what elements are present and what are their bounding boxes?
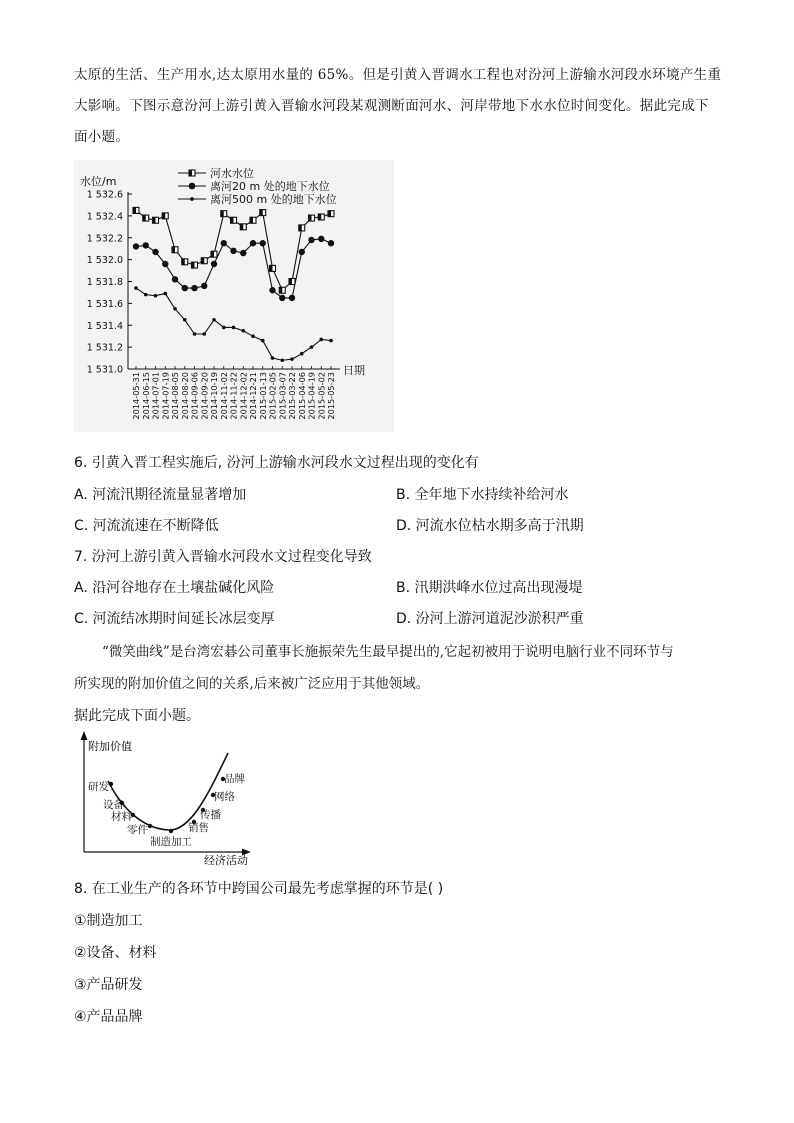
x-tick-label: 2015-03-07 — [277, 372, 288, 420]
groundwater-500m-point — [212, 318, 216, 322]
y-tick-label: 1 531.8 — [86, 277, 123, 288]
smile-point-label: 设备 — [103, 799, 124, 811]
intro-paragraph — [74, 60, 724, 153]
groundwater-500m-point — [319, 338, 323, 342]
x-tick-label: 2014-09-20 — [199, 372, 210, 420]
groundwater-500m-point — [183, 318, 187, 322]
groundwater-20m-point — [240, 250, 246, 256]
river-level-point-fill — [270, 265, 273, 271]
x-tick-label: 2014-10-19 — [209, 372, 219, 420]
q8-choice-1[interactable]: ①制造加工 — [74, 913, 143, 929]
groundwater-20m-point — [299, 249, 305, 255]
q6-option-b[interactable]: B. 全年地下水持续补给河水 — [396, 487, 569, 503]
q7-option-b[interactable]: B. 汛期洪峰水位过高出现漫堤 — [396, 580, 583, 596]
question-7-stem: 7. 汾河上游引黄入晋输水河段水文过程变化导致 — [74, 549, 372, 565]
river-level-point-fill — [309, 215, 312, 221]
y-tick-label: 1 532.6 — [86, 189, 123, 201]
x-tick-label: 2014-11-22 — [228, 372, 239, 420]
smile-point-label: 品牌 — [224, 773, 245, 785]
groundwater-20m-point — [182, 285, 188, 291]
y-tick-label: 1 532.4 — [86, 211, 123, 223]
legend-square-fill — [189, 170, 192, 176]
legend-label: 河水水位 — [210, 167, 254, 180]
groundwater-20m-point — [201, 283, 207, 289]
groundwater-500m-point — [310, 345, 314, 349]
intro-line-3: 面小题。 — [74, 129, 130, 145]
groundwater-20m-point — [221, 240, 227, 246]
groundwater-20m-point — [269, 287, 275, 293]
groundwater-500m-point — [134, 286, 138, 290]
x-tick-label: 2014-05-31 — [131, 372, 141, 420]
smile-point — [148, 824, 152, 828]
groundwater-20m-point — [152, 249, 158, 255]
groundwater-500m-point — [280, 358, 284, 362]
legend-label: 离河500 m 处的地下水位 — [210, 193, 337, 206]
y-axis-title: 水位/m — [80, 175, 117, 188]
y-tick-label: 1 532.0 — [86, 255, 123, 267]
y-axis-arrow-icon — [81, 731, 88, 740]
x-tick-label: 2014-06-15 — [140, 372, 151, 420]
q8-choice-4[interactable]: ④产品品牌 — [74, 1009, 143, 1025]
y-tick-label: 1 531.6 — [86, 298, 123, 310]
river-level-point-fill — [328, 211, 331, 217]
river-level-point-fill — [153, 217, 156, 223]
water-level-chart — [74, 160, 394, 432]
x-tick-label: 2015-03-22 — [287, 372, 297, 420]
q6-option-a[interactable]: A. 河流汛期径流量显著增加 — [74, 487, 247, 503]
groundwater-500m-point — [144, 293, 148, 297]
groundwater-20m-point — [289, 295, 295, 301]
question-8-stem: 8. 在工业生产的各环节中跨国公司最先考虑掌握的环节是( ) — [74, 881, 444, 897]
groundwater-20m-point — [172, 276, 178, 282]
q8-choice-3[interactable]: ③产品研发 — [74, 977, 143, 993]
x-tick-label: 2014-07-19 — [160, 372, 171, 420]
x-tick-label: 2015-04-06 — [296, 372, 307, 420]
x-tick-label: 2015-01-13 — [257, 372, 268, 420]
river-level-point-fill — [221, 211, 224, 217]
x-tick-label: 2014-09-06 — [189, 372, 200, 420]
river-level-point-fill — [318, 214, 321, 220]
x-tick-label: 2015-04-19 — [306, 372, 317, 420]
q6-option-d[interactable]: D. 河流水位枯水期多高于汛期 — [396, 518, 584, 534]
groundwater-20m-point — [143, 242, 149, 248]
x-tick-label: 2015-02-05 — [267, 372, 278, 420]
x-tick-label: 2014-08-05 — [170, 372, 180, 420]
y-tick-label: 1 531.2 — [86, 342, 123, 354]
groundwater-500m-point — [232, 326, 236, 330]
river-level-point-fill — [201, 258, 204, 264]
smile-point — [109, 782, 113, 786]
q6-option-c[interactable]: C. 河流流速在不断降低 — [74, 518, 219, 534]
groundwater-500m-point — [271, 356, 275, 360]
q8-choice-2[interactable]: ②设备、材料 — [74, 945, 157, 961]
groundwater-500m-point — [329, 339, 333, 343]
x-tick-label: 2014-07-01 — [150, 372, 161, 420]
x-axis-title: 日期 — [343, 364, 365, 377]
smile-intro-line-1: “微笑曲线”是台湾宏碁公司董事长施振荣先生最早提出的,它起初被用于说明电脑行业不同环节与 — [102, 644, 674, 660]
x-tick-label: 2014-12-21 — [248, 372, 258, 420]
river-level-point-fill — [240, 224, 243, 230]
q7-option-d[interactable]: D. 汾河上游河道泥沙淤积严重 — [396, 611, 584, 627]
smile-point-label: 零件 — [127, 824, 148, 836]
groundwater-500m-point — [193, 332, 197, 336]
groundwater-500m-point — [173, 307, 177, 311]
smile-intro-paragraph — [74, 636, 674, 732]
groundwater-500m-point — [154, 294, 158, 298]
groundwater-20m-point — [162, 261, 168, 267]
river-level-point-fill — [182, 259, 185, 265]
question-6-stem: 6. 引黄入晋工程实施后, 汾河上游输水河段水文过程出现的变化有 — [74, 455, 479, 471]
legend-dot-icon — [190, 197, 194, 201]
x-tick-label: 2014-12-02 — [238, 372, 249, 420]
groundwater-500m-point — [202, 332, 206, 336]
river-level-point-fill — [192, 262, 195, 268]
groundwater-20m-point — [211, 261, 217, 267]
smile-curve-diagram — [74, 728, 274, 868]
x-tick-label: 2015-05-02 — [316, 372, 327, 420]
y-axis-label: 附加价值 — [88, 740, 132, 753]
river-level-point-fill — [299, 225, 302, 231]
x-tick-label: 2014-08-20 — [179, 372, 190, 420]
groundwater-500m-point — [163, 292, 167, 296]
q7-option-a[interactable]: A. 沿河谷地存在土壤盐碱化风险 — [74, 580, 275, 596]
y-tick-label: 1 531.0 — [86, 364, 123, 376]
groundwater-500m-point — [241, 329, 245, 333]
legend-circle-icon — [189, 183, 196, 190]
groundwater-20m-point — [250, 240, 256, 246]
groundwater-20m-point — [133, 243, 139, 249]
smile-point-label: 材料 — [111, 811, 132, 823]
smile-point-label: 研发 — [88, 781, 109, 793]
smile-point-label: 销售 — [188, 822, 209, 834]
groundwater-20m-point — [279, 295, 285, 301]
river-level-point-fill — [172, 247, 175, 253]
river-level-point-fill — [231, 217, 234, 223]
x-tick-label: 2015-05-23 — [326, 372, 336, 420]
river-level-point-fill — [250, 217, 253, 223]
smile-intro-line-3: 据此完成下面小题。 — [74, 708, 200, 724]
groundwater-20m-point — [230, 248, 236, 254]
groundwater-20m-point — [328, 240, 334, 246]
legend-label: 离河20 m 处的地下水位 — [210, 180, 330, 193]
smile-point — [169, 829, 173, 833]
x-axis-label: 经济活动 — [204, 854, 248, 867]
groundwater-20m-point — [260, 240, 266, 246]
intro-line-1: 太原的生活、生产用水,达太原用水量的 65%。但是引黄入晋调水工程也对汾河上游输水河段水环境产生重 — [74, 67, 722, 83]
intro-line-2: 大影响。下图示意汾河上游引黄入晋输水河段某观测断面河水、河岸带地下水水位时间变化。据此完成下 — [74, 98, 709, 114]
smile-point-label: 制造加工 — [150, 836, 192, 848]
river-level-point-fill — [289, 279, 292, 285]
smile-intro-line-2: 所实现的附加价值之间的关系,后来被广泛应用于其他领域。 — [74, 676, 430, 692]
groundwater-500m-point — [261, 339, 265, 343]
q7-option-c[interactable]: C. 河流结冰期时间延长冰层变厚 — [74, 611, 275, 627]
river-level-point-fill — [133, 207, 136, 213]
smile-point-label: 传播 — [200, 809, 221, 821]
groundwater-500m-point — [222, 326, 226, 330]
y-tick-label: 1 532.2 — [86, 233, 123, 245]
river-level-point-fill — [162, 213, 165, 219]
groundwater-500m-point — [300, 352, 304, 356]
x-tick-label: 2014-11-02 — [218, 372, 229, 420]
river-level-point-fill — [260, 210, 263, 216]
groundwater-500m-point — [290, 357, 294, 361]
groundwater-20m-point — [191, 285, 197, 291]
groundwater-20m-point — [318, 236, 324, 242]
river-level-point-fill — [279, 287, 282, 293]
groundwater-500m-point — [251, 334, 255, 338]
y-tick-label: 1 531.4 — [86, 320, 123, 332]
smile-point-label: 网络 — [214, 791, 235, 803]
groundwater-20m-point — [308, 237, 314, 243]
river-level-point-fill — [211, 251, 214, 257]
river-level-point-fill — [143, 215, 146, 221]
